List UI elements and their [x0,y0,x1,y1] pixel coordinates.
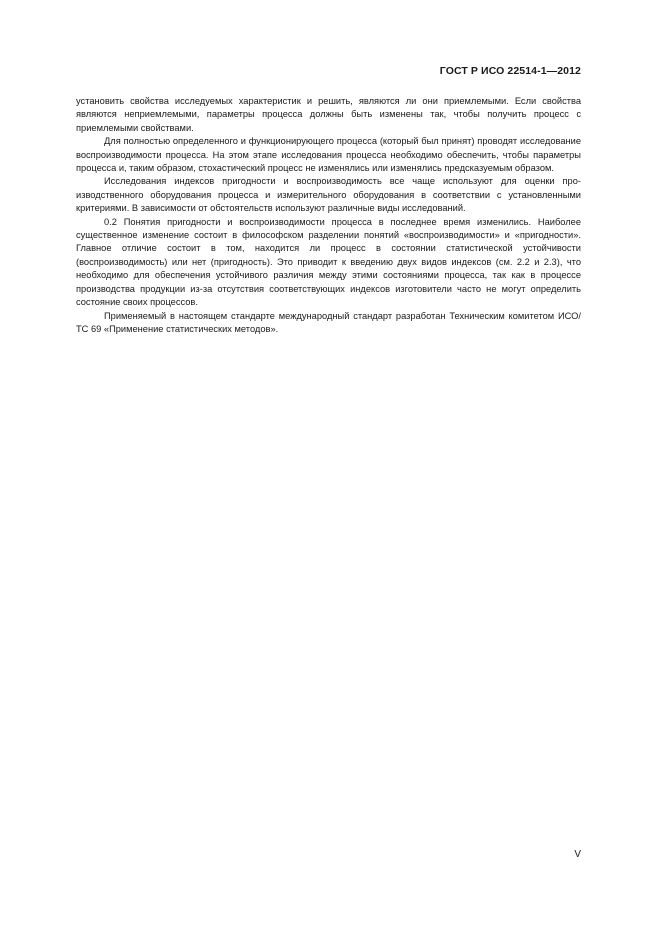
paragraph-continuation: установить свойства исследуемых характеристик и решить, являются ли они приемлемыми. Если свойства являются неприемлемыми, параметры процесса должны быть изменены так, чтобы получить процесс с приемлемыми свойствами. [76,96,581,133]
page-number: V [574,849,581,860]
paragraph-reproducibility-study: Для полностью определенного и функционирующего процесса (который был принят) проводят исследование воспроизводимости процесса. На этом этапе исследования процесса необходимо обеспечить, чтобы параметры процесса и, таким образом, стохастический процесс не изменялись или изменялись предсказуемым образом. [76,136,581,174]
standard-id: ГОСТ Р ИСО 22514-1—2012 [439,65,581,77]
paragraph-section-0-2: 0.2 Понятия пригодности и воспроизводимости процесса в последнее время изменились. Наиболее существенное изменение состоит в философском разделении понятий «воспроизводимости» и «пригодности». Главное отличие состоит в том, находится ли процесс в состоянии статистической устойчивости (воспроизводимость) или нет (пригодность). Это приводит к введению двух видов индексов (см. 2.2 и 2.3), что необходимо для обеспечения устойчивого различия между этими состояниями процесса, так как в процессе производства продукции из-за отсутствия соответствующих индексов изготовители часто не могут определить состояние своих процессов. [76,216,581,308]
paragraph-capability-indices: Исследования индексов пригодности и воспроизводимость все чаще используют для оценки производственного оборудования процесса и измерительного оборудования в соответствии с установленными критериями. В зависимости от обстоятельств используют различные виды исследований. [76,176,581,214]
paragraph-iso-tc69: Применяемый в настоящем стандарте международный стандарт разработан Техническим комитетом ИСО/ТС 69 «Применение статистических методов». [76,310,581,334]
document-header [440,65,581,77]
document-body [76,95,581,336]
